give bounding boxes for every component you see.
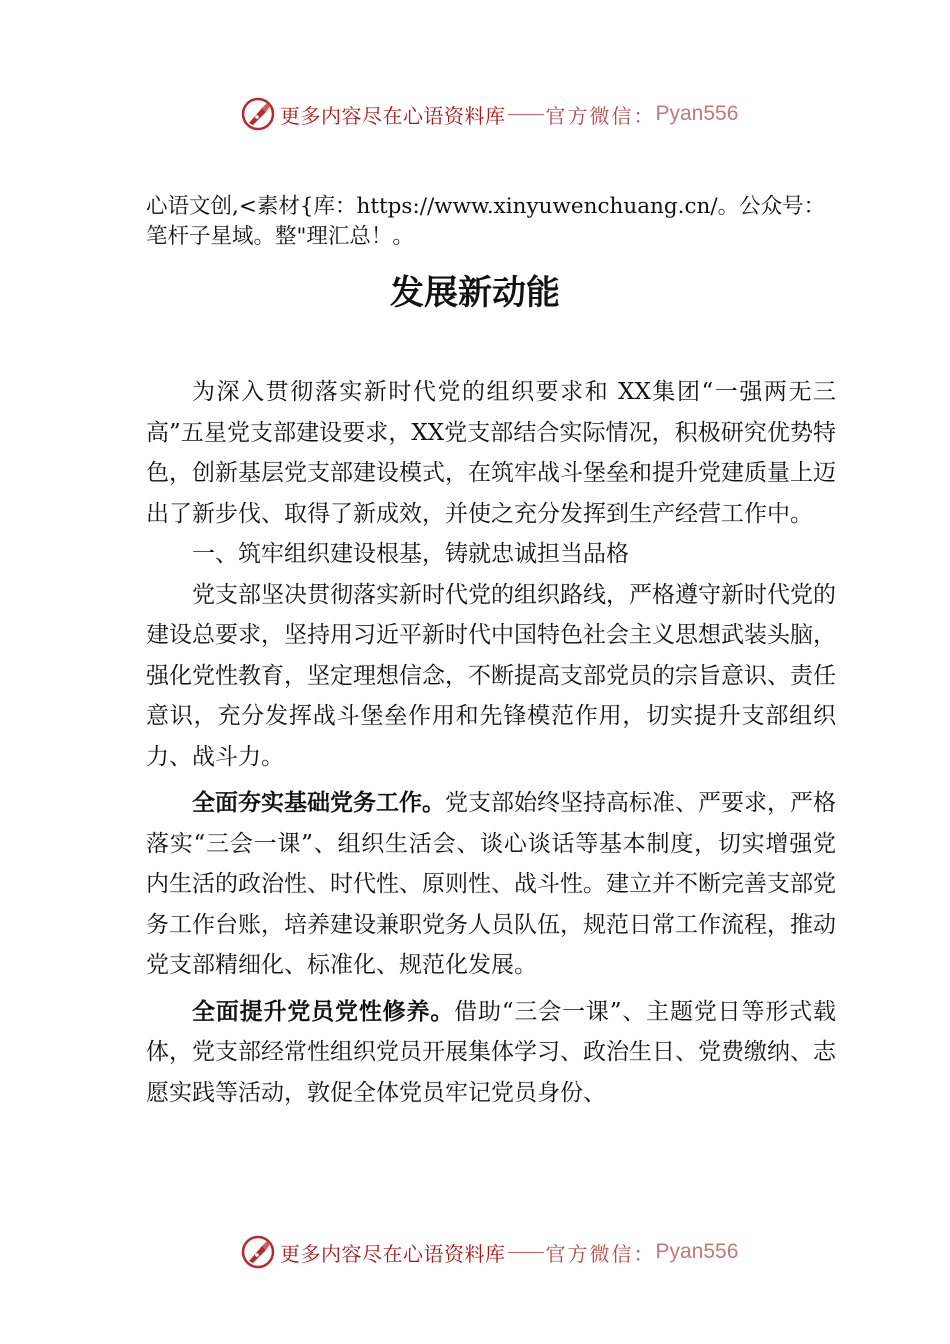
banner-slogan: 更多内容尽在心语资料库 [280, 1241, 506, 1266]
document-body [146, 372, 836, 1113]
banner-wechat-id: Pyan556 [655, 1240, 739, 1263]
paragraph-1: 党支部坚决贯彻落实新时代党的组织路线，严格遵守新时代党的建设总要求，坚持用习近平新时代中国特色社会主义思想武装头脑，强化党性教育，坚定理想信念，不断提高支部党员的宗旨意识、责任意识，充分发挥战斗堡垒作用和先锋模范作用，切实提升支部组织力、战斗力。 [146, 581, 836, 770]
paragraph-3-text: 借助“三会一课”、主题党日等形式载体，党支部经常性组织党员开展集体学习、政治生日、党费缴纳、志愿实践等活动，敦促全体党员牢记党员身份、 [146, 998, 836, 1106]
paragraph-2-text: 党支部始终坚持高标准、严要求，严格落实“三会一课”、组织生活会、谈心谈话等基本制度，切实增强党内生活的政治性、时代性、原则性、战斗性。建立并不断完善支部党务工作台账，培养建设兼职党务人员队伍，规范日常工作流程，推动党支部精细化、标准化、规范化发展。 [146, 790, 836, 978]
banner-dash [508, 114, 544, 115]
page-title: 发展新动能 [390, 273, 560, 313]
paragraph-3-lead: 全面提升党员党性修养。 [192, 998, 455, 1025]
banner-dash [508, 1252, 544, 1253]
banner-slogan: 更多内容尽在心语资料库 [280, 103, 506, 128]
footer-banner [240, 1232, 738, 1272]
section-heading: 一、筑牢组织建设根基，铸就忠诚担当品格 [192, 541, 629, 567]
paragraph-2-lead: 全面夯实基础党务工作。 [192, 790, 445, 816]
source-note: 心语文创,<素材{库：https://www.xinyuwenchuang.cn/。公众号：笔杆子星域。整"理汇总！。 [146, 194, 826, 249]
intro-paragraph: 为深入贯彻落实新时代党的组织要求和 XX集团“一强两无三高”五星党支部建设要求，XX党支部结合实际情况，积极研究优势特色，创新基层党支部建设模式，在筑牢战斗堡垒和提升党建质量上迈出了新步伐、取得了新成效，并使之充分发挥到生产经营工作中。 [146, 379, 836, 527]
paragraph-3 [146, 992, 836, 1114]
banner-wechat-id: Pyan556 [655, 102, 739, 125]
header-banner [240, 94, 738, 134]
paragraph-2 [146, 783, 836, 986]
banner-wechat-label: 官方微信： [545, 1241, 656, 1266]
pen-nib-logo-icon [240, 1234, 276, 1270]
pen-nib-logo-icon [240, 96, 276, 132]
banner-wechat-label: 官方微信： [545, 103, 656, 128]
